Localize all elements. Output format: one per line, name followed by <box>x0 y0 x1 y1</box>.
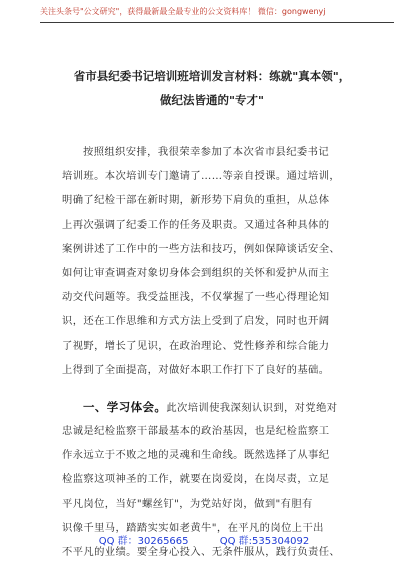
section-text: 此次培训使我深刻认识到，对党绝对 <box>166 401 338 414</box>
footer-qq-group-1: QQ 群：30265665 <box>98 536 189 547</box>
text-line: 动交代问题等。我受益匪浅，不仅掌握了一些心得理论知 <box>62 291 330 304</box>
text-line: 不平凡的业绩。要全身心投入、无条件服从，践行负责任、 <box>62 546 341 558</box>
text-line: 了视野，增长了见识，在政治理论、党性修养和综合能力 <box>62 339 330 352</box>
footer-qq-group-2: QQ 群:535304092 <box>219 536 310 547</box>
text-line: 识，还在工作思维和方式方法上受到了启发，同时也开阔 <box>62 315 330 328</box>
text-line: 培训班。本次培训专门邀请了……等亲自授课。通过培训， <box>62 170 341 183</box>
text-line: 明确了纪检干部在新时期，新形势下肩负的重担，从总体 <box>62 194 330 207</box>
text-line: 平凡岗位，当好"螺丝钉"，为党站好岗，做到"有胆有 <box>62 497 313 510</box>
text-line: 按照组织安排，我很荣幸参加了本次省市县纪委书记 <box>83 146 330 158</box>
text-line: 检监察这项神圣的工作，就要在岗爱岗，在岗尽责，立足 <box>62 473 330 486</box>
text-line: 作永远立于不败之地的灵魂和生命线。既然选择了从事纪 <box>62 449 330 462</box>
text-line: 上再次强调了纪委工作的任务及职责。又通过各种具体的 <box>62 218 330 231</box>
document-title <box>40 64 384 112</box>
header-notice: 关注头条号"公文研究"，获得最新最全最专业的公文资料库！ 微信：gongwenyj <box>40 2 394 23</box>
paragraph-1 <box>62 140 364 382</box>
title-line-1: 省市县纪委书记培训班培训发言材料：练就"真本领"， <box>73 69 351 83</box>
document-body <box>62 140 364 564</box>
section-first-line <box>62 395 364 419</box>
text-line: 识像千里马，踏踏实实如老黄牛"，在平凡的岗位上干出 <box>62 521 324 534</box>
text-line: 忠诚是纪检监察干部最基本的政治基因，也是纪检监察工 <box>62 425 330 438</box>
text-line: 案例讲述了工作中的一些方法和技巧，例如保障谈话安全、 <box>62 242 341 255</box>
text-line: 如何让审查调查对象切身体会到组织的关怀和爱护从而主 <box>62 266 330 279</box>
title-line-2: 做纪法皆通的"专才" <box>160 93 264 107</box>
text-line: 上得到了全面提高，对做好本职工作打下了良好的基础。 <box>62 363 330 376</box>
footer <box>0 532 408 547</box>
section-heading: 一、学习体会。 <box>83 399 167 414</box>
